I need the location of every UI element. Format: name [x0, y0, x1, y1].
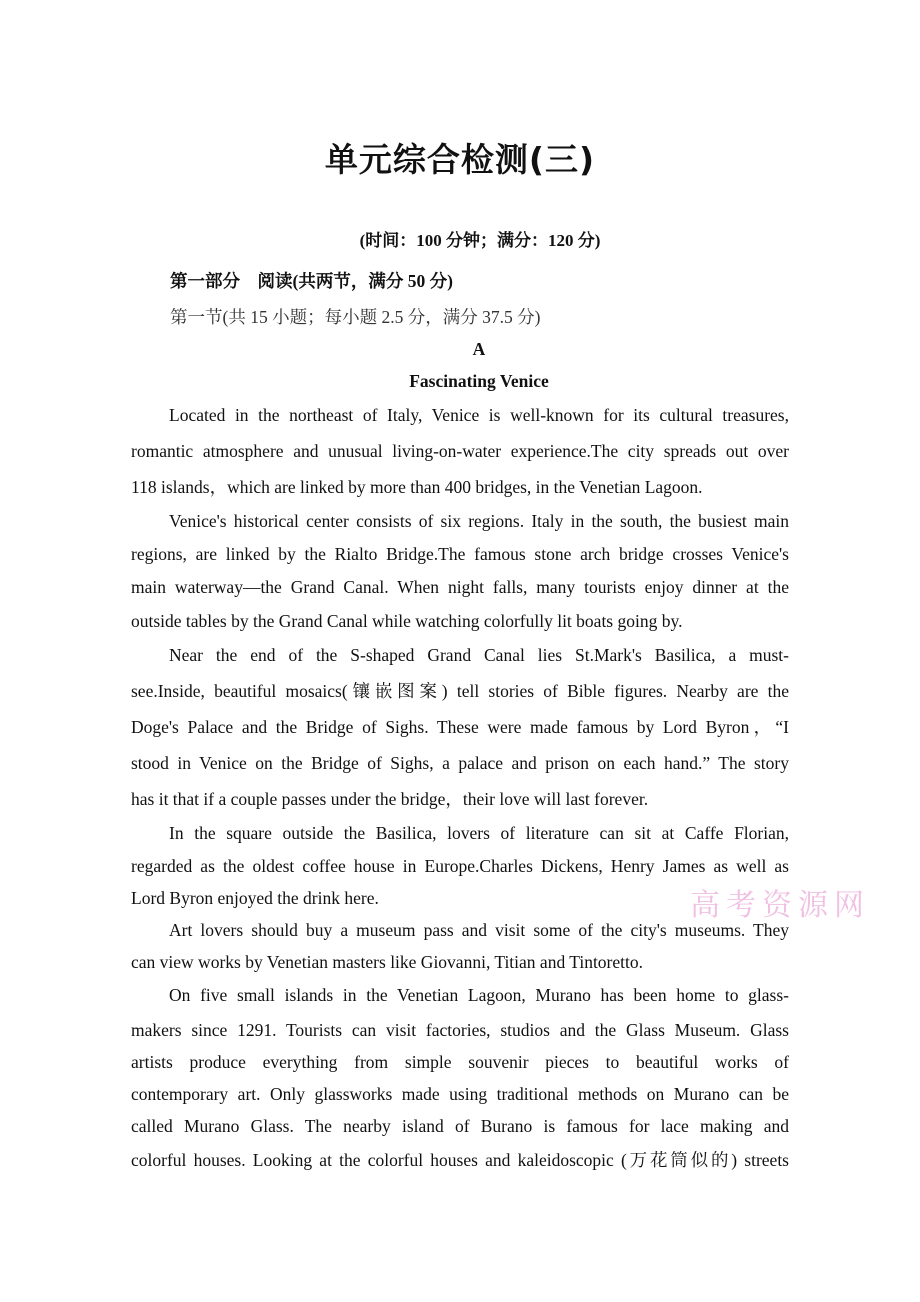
paragraph-line: stood in Venice on the Bridge of Sighs, a palace and prison on each hand.” The story — [131, 753, 789, 773]
paragraph-line: regarded as the oldest coffee house in Europe.Charles Dickens, Henry James as well as — [131, 856, 789, 876]
paragraph-line: On five small islands in the Venetian Lagoon, Murano has been home to glass‐ — [169, 985, 789, 1005]
paragraph-line: main waterway—the Grand Canal. When night falls, many tourists enjoy dinner at the — [131, 577, 789, 597]
paragraph-line: Near the end of the S‐shaped Grand Canal lies St.Mark's Basilica, a must‐ — [169, 645, 789, 665]
paragraph-line: can view works by Venetian masters like Giovanni, Titian and Tintoretto. — [131, 952, 643, 972]
paragraph-line: makers since 1291. Tourists can visit factories, studios and the Glass Museum. Glass — [131, 1020, 789, 1040]
section-heading: 第一节(共 15 小题；每小题 2.5 分，满分 37.5 分) — [170, 307, 541, 327]
paragraph-line: has it that if a couple passes under the bridge，their love will last forever. — [131, 789, 649, 809]
paragraph-line: called Murano Glass. The nearby island of Burano is famous for lace making and — [131, 1116, 789, 1136]
watermark: 高考资源网 — [690, 888, 870, 923]
passage-label: A — [472, 339, 486, 359]
paragraph-line: In the square outside the Basilica, lovers of literature can sit at Caffe Florian, — [169, 823, 789, 843]
paragraph-line: outside tables by the Grand Canal while watching colorfully lit boats going by. — [131, 611, 683, 631]
paragraph-line: Lord Byron enjoyed the drink here. — [131, 888, 379, 908]
paragraph-line: Doge's Palace and the Bridge of Sighs. These were made famous by Lord Byron，“I — [131, 717, 789, 737]
paragraph-line: romantic atmosphere and unusual living‐on‐water experience.The city spreads out over — [131, 441, 789, 461]
paragraph-line: 118 islands，which are linked by more than 400 bridges, in the Venetian Lagoon. — [131, 477, 703, 497]
paragraph-line: colorful houses. Looking at the colorful houses and kaleidoscopic (万花筒似的) streets — [131, 1150, 789, 1170]
paragraph-line: contemporary art. Only glassworks made using traditional methods on Murano can be — [131, 1084, 789, 1104]
paragraph-line: regions, are linked by the Rialto Bridge.The famous stone arch bridge crosses Venice's — [131, 544, 789, 564]
passage-title: Fascinating Venice — [409, 371, 549, 391]
page-title: 单元综合检测(三) — [324, 140, 596, 179]
paragraph-line: Venice's historical center consists of six regions. Italy in the south, the busiest main — [169, 511, 789, 531]
exam-info: (时间：100 分钟；满分：120 分) — [359, 231, 601, 250]
paragraph-line: see.Inside, beautiful mosaics(镶嵌图案) tell stories of Bible figures. Nearby are the — [131, 681, 789, 701]
paragraph-line: Located in the northeast of Italy, Venice is well‐known for its cultural treasures, — [169, 405, 789, 425]
paragraph-line: Art lovers should buy a museum pass and visit some of the city's museums. They — [169, 920, 789, 940]
part-heading: 第一部分 阅读(共两节，满分 50 分) — [170, 271, 453, 291]
paragraph-line: artists produce everything from simple souvenir pieces to beautiful works of — [131, 1052, 789, 1072]
